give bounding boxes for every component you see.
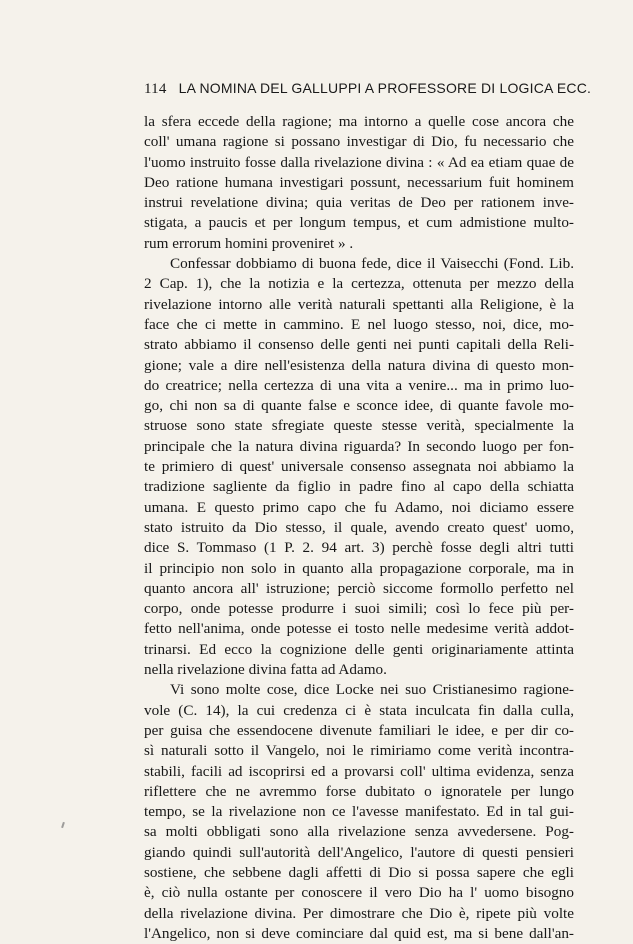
text-line: dice S. Tommaso (1 P. 2. 94 art. 3) perchè fosse degli altri tutti — [144, 539, 574, 557]
text-line: struose sono state sfregiate queste stesse verità, specialmente la — [144, 417, 574, 435]
text-line: stabili, facili ad iscoprirsi ed a provarsi coll' ultima evidenza, senza — [144, 762, 574, 780]
text-line: stigata, a paucis et per longum tempus, et cum admistione multo- — [144, 214, 574, 232]
paragraph — [144, 680, 574, 944]
page-number: 114 — [144, 81, 167, 97]
text-line: giando quindi sull'autorità dell'Angelico, l'autore di questi pensieri — [144, 843, 574, 861]
text-line: sostiene, che sebbene dagli affetti di Dio si possa sapere che egli — [144, 863, 574, 881]
margin-mark — [61, 822, 65, 828]
text-line: è, ciò nulla ostante per conoscere il vero Dio ha l' uomo bisogno — [144, 884, 574, 902]
text-line: vole (C. 14), la cui credenza ci è stata inculcata fin dalla culla, — [144, 701, 574, 719]
page-body — [144, 112, 574, 944]
text-line: gione; vale a dire nell'esistenza della natura divina di questo mon- — [144, 356, 574, 374]
text-line: instrui revelatione divina; quia veritas de Deo per rationem inve- — [144, 194, 574, 212]
text-line: rum errorum homini proveniret » . — [144, 234, 354, 252]
paragraph — [144, 112, 574, 254]
text-line: quanto ancora all' istruzione; perciò siccome formollo perfetto nel — [144, 579, 574, 597]
text-line: te primiero di quest' universale consenso assegnata noi abbiamo la — [144, 458, 574, 476]
text-line: strato abbiamo il consenso delle genti nei punti capitali della Reli- — [144, 336, 574, 354]
text-line: face che ci mette in cammino. E nel luogo stesso, noi, dice, mo- — [144, 315, 574, 333]
page-header — [144, 80, 592, 98]
text-line: l'Angelico, non si deve cominciare dal quid est, ma si bene dall'an- — [144, 924, 574, 942]
text-line: l'uomo instruito fosse dalla rivelazione divina : « Ad ea etiam quae de — [144, 153, 574, 171]
text-line: sì naturali sotto il Vangelo, noi le rimiriamo come verità incontra- — [144, 742, 574, 760]
text-line: trinarsi. Ed ecco la cognizione delle genti originariamente attinta — [144, 640, 574, 658]
text-line: riflettere che ne avremmo forse dubitato o ignoratele per lungo — [144, 782, 574, 800]
text-line: Confessar dobbiamo di buona fede, dice il Vaisecchi (Fond. Lib. — [170, 255, 574, 273]
text-line: tradizione sagliente da figlio in padre fino al capo della schiatta — [144, 478, 574, 496]
text-line: go, chi non sa di quante false e sconce idee, di quante favole mo- — [144, 397, 574, 415]
text-line: coll' umana ragione si possano investigar di Dio, fu necessario che — [144, 133, 574, 151]
text-line: il principio non solo in quanto alla propagazione corporale, ma in — [144, 559, 574, 577]
text-line: la sfera eccede della ragione; ma intorno a quelle cose ancora che — [144, 113, 574, 130]
text-line: per guisa che essendocene divenute familiari le idee, e per dir co- — [144, 721, 574, 739]
paragraph — [144, 254, 574, 680]
text-line: umana. E questo primo capo che fu Adamo, noi diciamo essere — [144, 498, 574, 516]
text-line: principale che la natura divina riguarda? In secondo luogo per fon- — [144, 437, 574, 455]
text-line: stato istruito da Dio stesso, il quale, avendo creato quest' uomo, — [144, 518, 574, 536]
text-line: rivelazione intorno alle verità naturali spettanti alla Religione, è la — [144, 295, 574, 313]
text-line: nella rivelazione divina fatta ad Adamo. — [144, 661, 387, 679]
text-line: Vi sono molte cose, dice Locke nei suo Cristianesimo ragione- — [170, 681, 574, 699]
text-line: do creatrice; nella certezza di una vita a venire... ma in primo luo- — [144, 376, 574, 394]
text-line: tempo, se la rivelazione non ce l'avesse manifestato. Ed in tal gui- — [144, 803, 574, 821]
text-line: corpo, onde potesse produrre i suoi simili; così lo fece più per- — [144, 600, 574, 618]
text-line: della rivelazione divina. Per dimostrare che Dio è, ripete più volte — [144, 904, 574, 922]
text-line: 2 Cap. 1), che la notizia e la certezza, ottenuta per mezzo della — [144, 275, 574, 293]
running-title: LA NOMINA DEL GALLUPPI A PROFESSORE DI LOGICA ECC. — [178, 80, 592, 96]
text-line: fetto nell'anima, onde potesse ei tosto nelle medesime verità addot- — [144, 620, 574, 638]
text-line: Deo ratione humana investigari possunt, necessarium fuit hominem — [144, 173, 574, 191]
text-line: sa molti obbligati sono alla rivelazione senza avvedersene. Pog- — [144, 823, 574, 841]
